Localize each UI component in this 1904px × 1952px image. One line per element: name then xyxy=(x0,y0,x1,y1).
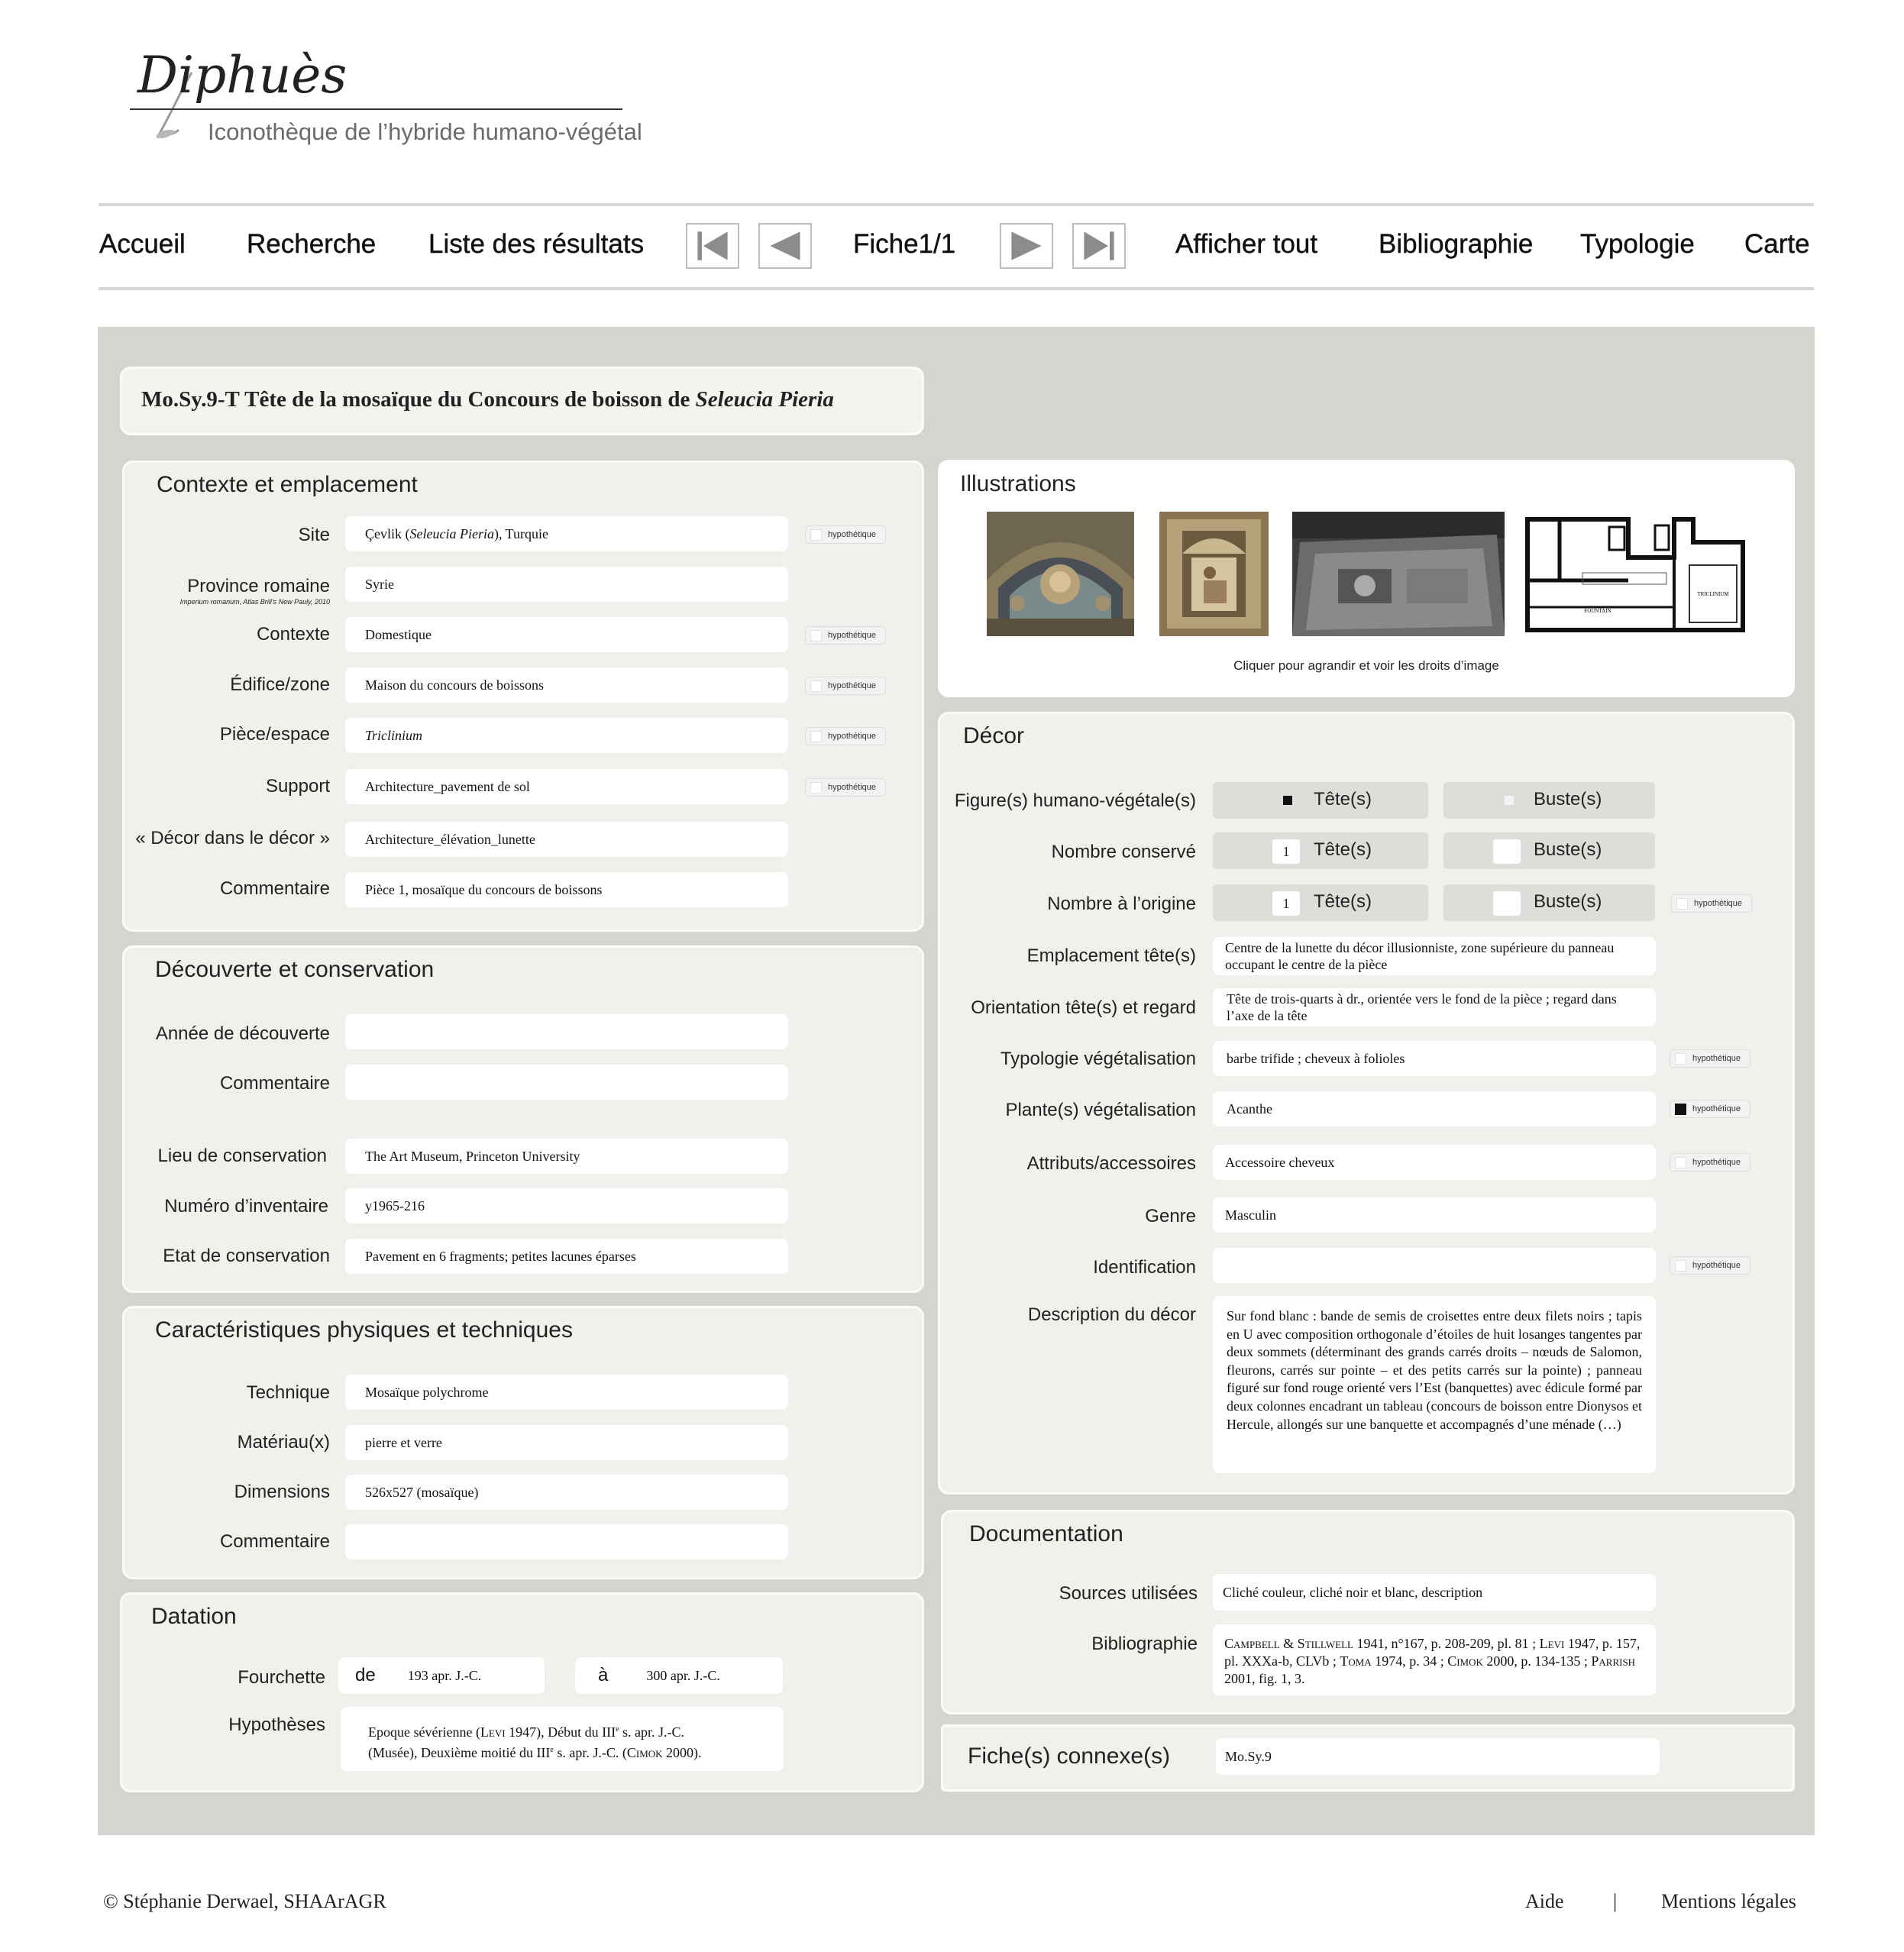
genre-label: Genre xyxy=(1145,1206,1196,1226)
etat-label: Etat de conservation xyxy=(163,1246,330,1266)
sources-field[interactable]: Cliché couleur, cliché noir et blanc, description xyxy=(1213,1574,1656,1611)
contexte-commentaire-label: Commentaire xyxy=(219,878,330,899)
footer-copyright: © Stéphanie Derwael, SHAArAGR xyxy=(103,1890,386,1912)
site-field[interactable]: Çevlik ( Seleucia Pieria ), Turquie xyxy=(345,516,788,551)
edifice-label: Édifice/zone xyxy=(230,674,330,695)
plan-label-triclinium: TRICLINIUM xyxy=(1697,591,1729,597)
decor-dans-decor-label: « Décor dans le décor » xyxy=(135,828,330,848)
figure-buste-label: Buste(s) xyxy=(1534,789,1602,810)
lieu-label: Lieu de conservation xyxy=(157,1146,327,1166)
piece-field[interactable]: Triclinium xyxy=(345,718,788,753)
decor-title: Décor xyxy=(963,723,1025,748)
lieu-field[interactable]: The Art Museum, Princeton University xyxy=(345,1139,788,1174)
illustration-thumb-3[interactable] xyxy=(1292,512,1505,636)
physique-commentaire-field[interactable] xyxy=(345,1524,788,1559)
contexte-label: Contexte xyxy=(256,624,330,645)
conserve-buste xyxy=(1443,832,1655,869)
plantes-label: Plante(s) végétalisation xyxy=(1005,1100,1196,1120)
footer-aide-link[interactable]: Aide xyxy=(1525,1890,1564,1912)
figure-tete-label: Tête(s) xyxy=(1314,789,1372,810)
numero-label: Numéro d’inventaire xyxy=(164,1196,328,1217)
province-label: Province romaine xyxy=(187,576,330,596)
typologie-hypothetique[interactable]: hypothétique xyxy=(1670,1049,1750,1068)
genre-field[interactable]: Masculin xyxy=(1213,1197,1656,1233)
hypotheses-field[interactable]: Epoque sévérienne (Levi 1947), Début du IIIe s. apr. J.-C. (Musée), Deuxième moitié du IIIe s. apr. J.-C. (Cimok 2000). xyxy=(341,1707,784,1771)
technique-label: Technique xyxy=(246,1382,330,1403)
previous-icon xyxy=(760,225,810,267)
bibliographie-field[interactable]: Campbell & Stillwell 1941, n°167, p. 208-209, pl. 81 ; Levi 1947, p. 157, pl. XXXa-b, CLVb ; Toma 1974, p. 34 ; Cimok 2000, p. 134-135 ; Parrish 2001, fig. 1, 3. xyxy=(1213,1624,1656,1695)
etat-field[interactable]: Pavement en 6 fragments; petites lacunes éparses xyxy=(345,1239,788,1274)
typologie-field[interactable]: barbe trifide ; cheveux à folioles xyxy=(1213,1041,1656,1076)
nav-accueil[interactable]: Accueil xyxy=(99,229,186,259)
checkbox-icon xyxy=(1505,796,1514,805)
origine-tete xyxy=(1213,884,1428,921)
annee-field[interactable] xyxy=(345,1014,788,1049)
connexe-title: Fiche(s) connexe(s) xyxy=(968,1744,1171,1769)
piece-hypothetique[interactable]: hypothétique xyxy=(805,727,886,745)
skip-last-icon xyxy=(1074,225,1124,267)
figure-tete-toggle[interactable] xyxy=(1213,782,1428,819)
skip-first-icon xyxy=(687,225,738,267)
decouverte-commentaire-field[interactable] xyxy=(345,1065,788,1100)
sources-label: Sources utilisées xyxy=(1059,1583,1198,1604)
date-a-field[interactable] xyxy=(575,1657,783,1694)
footer-mentions-link[interactable]: Mentions légales xyxy=(1661,1890,1796,1912)
checkbox-icon xyxy=(1676,898,1688,910)
logo-divider xyxy=(130,108,622,110)
dimensions-label: Dimensions xyxy=(234,1482,330,1502)
datation-title: Datation xyxy=(151,1604,237,1629)
figures-label: Figure(s) humano-végétale(s) xyxy=(954,790,1196,811)
orientation-label: Orientation tête(s) et regard xyxy=(971,997,1196,1018)
description-field[interactable]: Sur fond blanc : bande de semis de croisettes entre deux filets noirs ; tapis en U avec composition orthogonale d’étoiles de huit losanges tangentes par deux sommets (déterminant des grands carrés droits – nœuds de Salomon, fleurons, carrés sur pointe – et des petits carrés sur la pointe) ; panneau figuré sur fond rouge orienté vers l’Est (banquettes) avec édicule formé par deux colonnes encadrant un tableau (concours de boisson entre Dionysos et Hercule, allongés sur une banquette et accompagnés d’une ménade (…) xyxy=(1213,1296,1656,1473)
conserve-tete-label: Tête(s) xyxy=(1314,839,1372,860)
conserve-label: Nombre conservé xyxy=(1051,842,1196,862)
nav-bibliographie[interactable]: Bibliographie xyxy=(1379,229,1534,259)
record-title-panel xyxy=(120,367,924,435)
contexte-title: Contexte et emplacement xyxy=(157,472,418,497)
nav-afficher-tout[interactable]: Afficher tout xyxy=(1175,229,1318,259)
decor-dans-decor-field[interactable]: Architecture_élévation_lunette xyxy=(345,822,788,857)
piece-label: Pièce/espace xyxy=(219,724,330,745)
origine-buste xyxy=(1443,884,1655,921)
nav-bottom-rule xyxy=(99,287,1814,290)
support-hypothetique[interactable]: hypothétique xyxy=(805,778,886,797)
checkbox-icon xyxy=(810,731,822,742)
support-label: Support xyxy=(265,776,330,797)
illustrations-title: Illustrations xyxy=(960,471,1076,496)
illustration-thumb-1[interactable] xyxy=(987,512,1134,636)
identification-field[interactable] xyxy=(1213,1248,1656,1283)
checkbox-icon xyxy=(1675,1053,1686,1065)
hypotheses-label: Hypothèses xyxy=(228,1714,325,1735)
origine-label: Nombre à l’origine xyxy=(1047,894,1196,914)
contexte-commentaire-field[interactable]: Pièce 1, mosaïque du concours de boissons xyxy=(345,872,788,907)
next-icon xyxy=(1001,225,1052,267)
numero-field[interactable]: y1965-216 xyxy=(345,1188,788,1223)
connexe-field[interactable]: Mo.Sy.9 xyxy=(1216,1738,1660,1775)
site-hypothetique[interactable]: hypothétique xyxy=(805,525,886,544)
physique-commentaire-label: Commentaire xyxy=(219,1531,330,1552)
nav-typologie[interactable]: Typologie xyxy=(1580,229,1695,259)
checkbox-checked-icon xyxy=(1283,796,1292,805)
footer-separator: | xyxy=(1613,1890,1618,1912)
support-field[interactable]: Architecture_pavement de sol xyxy=(345,769,788,804)
annee-label: Année de découverte xyxy=(155,1023,330,1044)
documentation-title: Documentation xyxy=(969,1521,1123,1546)
checkbox-icon xyxy=(810,680,822,692)
de-value: 193 apr. J.-C. xyxy=(407,1667,482,1683)
attributs-label: Attributs/accessoires xyxy=(1026,1153,1196,1174)
illustration-thumb-4-plan[interactable] xyxy=(1521,512,1749,636)
nav-carte[interactable]: Carte xyxy=(1744,229,1810,259)
province-field[interactable]: Syrie xyxy=(345,567,788,602)
technique-field[interactable]: Mosaïque polychrome xyxy=(345,1375,788,1410)
edifice-field[interactable]: Maison du concours de boissons xyxy=(345,667,788,703)
identification-label: Identification xyxy=(1093,1257,1196,1278)
origine-tete-label: Tête(s) xyxy=(1314,891,1372,912)
last-record-button[interactable] xyxy=(1072,223,1126,269)
fourchette-label: Fourchette xyxy=(238,1667,325,1688)
logo-title[interactable]: Diphuès xyxy=(137,46,348,105)
materiau-label: Matériau(x) xyxy=(237,1432,330,1453)
a-value: 300 apr. J.-C. xyxy=(646,1667,720,1683)
conserve-tete xyxy=(1213,832,1428,869)
nav-top-rule xyxy=(99,203,1814,206)
decouverte-title: Découverte et conservation xyxy=(155,957,435,982)
emplacement-field[interactable]: Centre de la lunette du décor illusionniste, zone supérieure du panneau occupant le centre de la pièce xyxy=(1213,937,1656,975)
record-counter: Fiche1/1 xyxy=(853,229,956,259)
a-label: à xyxy=(598,1665,609,1685)
conserve-tete-value[interactable]: 1 xyxy=(1272,839,1300,864)
attributs-hypothetique[interactable]: hypothétique xyxy=(1670,1153,1750,1172)
nav-liste-resultats[interactable]: Liste des résultats xyxy=(428,229,645,259)
bibliographie-label: Bibliographie xyxy=(1091,1634,1198,1654)
province-note: Imperium romanum, Atlas Brill’s New Pauly, 2010 xyxy=(179,598,330,606)
identification-hypothetique[interactable]: hypothétique xyxy=(1670,1256,1750,1275)
next-record-button[interactable] xyxy=(1000,223,1053,269)
emplacement-label: Emplacement tête(s) xyxy=(1026,945,1196,966)
dimensions-field[interactable]: 526x527 (mosaïque) xyxy=(345,1475,788,1510)
previous-record-button[interactable] xyxy=(758,223,812,269)
contexte-hypothetique[interactable]: hypothétique xyxy=(805,626,886,645)
plantes-field[interactable]: Acanthe xyxy=(1213,1091,1656,1126)
figure-buste-toggle[interactable] xyxy=(1443,782,1655,819)
checkbox-icon xyxy=(1675,1260,1686,1272)
origine-buste-label: Buste(s) xyxy=(1534,891,1602,912)
attributs-field[interactable]: Accessoire cheveux xyxy=(1213,1145,1656,1180)
edifice-hypothetique[interactable]: hypothétique xyxy=(805,677,886,695)
checkbox-checked-icon xyxy=(1675,1104,1686,1115)
plan-label-fountain: FOUNTAIN xyxy=(1584,608,1611,614)
first-record-button[interactable] xyxy=(686,223,739,269)
origine-buste-value[interactable] xyxy=(1493,891,1521,916)
checkbox-icon xyxy=(1675,1157,1686,1168)
de-label: de xyxy=(355,1665,376,1685)
checkbox-icon xyxy=(810,630,822,642)
decouverte-commentaire-label: Commentaire xyxy=(219,1073,330,1094)
illustration-thumb-2[interactable] xyxy=(1159,512,1269,636)
description-label: Description du décor xyxy=(1027,1304,1196,1325)
checkbox-icon xyxy=(810,782,822,793)
illustrations-caption: Cliquer pour agrandir et voir les droits d’image xyxy=(1233,658,1499,673)
materiau-field[interactable]: pierre et verre xyxy=(345,1425,788,1460)
site-label: Site xyxy=(298,525,330,545)
typologie-label: Typologie végétalisation xyxy=(1000,1049,1196,1069)
physique-title: Caractéristiques physiques et techniques xyxy=(155,1317,573,1343)
contexte-field[interactable]: Domestique xyxy=(345,617,788,652)
plantes-hypothetique[interactable]: hypothétique xyxy=(1670,1100,1750,1118)
origine-hypothetique[interactable]: hypothétique xyxy=(1671,894,1752,913)
conserve-buste-value[interactable] xyxy=(1493,839,1521,864)
logo-subtitle: Iconothèque de l’hybride humano-végétal xyxy=(208,118,642,145)
nav-recherche[interactable]: Recherche xyxy=(247,229,377,259)
conserve-buste-label: Buste(s) xyxy=(1534,839,1602,860)
checkbox-icon xyxy=(810,529,822,541)
date-de-field[interactable] xyxy=(338,1657,545,1694)
origine-tete-value[interactable]: 1 xyxy=(1272,891,1300,916)
orientation-field[interactable]: Tête de trois-quarts à dr., orientée vers le fond de la pièce ; regard dans l’axe de la tête xyxy=(1213,988,1656,1026)
record-title: Mo.Sy.9-T Tête de la mosaïque du Concours de boisson de Seleucia Pieria xyxy=(141,387,834,412)
